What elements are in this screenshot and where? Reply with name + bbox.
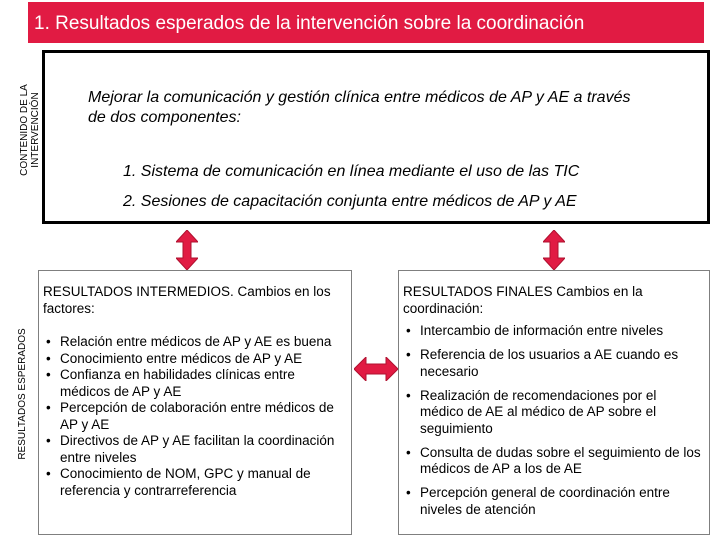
intervention-description: Mejorar la comunicación y gestión clínica entre médicos de AP y AE a través de dos componentes: — [88, 89, 631, 126]
side-label-content-line-1: CONTENIDO DE LA — [19, 84, 30, 176]
final-results-heading: RESULTADOS FINALES Cambios en la coordinación: — [403, 284, 643, 316]
component-1: 1. Sistema de comunicación en línea mediante el uso de las TIC — [123, 163, 580, 180]
side-label-content-line-2: INTERVENCIÓN — [30, 92, 41, 168]
list-item: • Referencia de los usuarios a AE cuando es necesario — [403, 347, 703, 380]
horizontal-double-arrow-icon — [354, 357, 398, 381]
vertical-double-arrow-left-icon — [176, 230, 198, 270]
list-item: • Conocimiento de NOM, GPC y manual de referencia y contrarreferencia — [43, 466, 343, 499]
title-bar — [28, 2, 704, 43]
intermediate-results-list — [43, 334, 343, 499]
page-title: 1. Resultados esperados de la intervención sobre la coordinación — [34, 13, 585, 34]
side-label-content — [19, 62, 43, 198]
intermediate-results-heading: RESULTADOS INTERMEDIOS. Cambios en los factores: — [43, 284, 331, 316]
list-item: • Intercambio de información entre niveles — [403, 323, 703, 340]
list-item: • Conocimiento entre médicos de AP y AE — [43, 351, 343, 368]
final-results-list — [403, 323, 703, 526]
list-item: • Realización de recomendaciones por el médico de AE al médico de AP sobre el seguimiento — [403, 388, 703, 438]
intervention-content-box — [42, 50, 710, 224]
list-item: • Percepción general de coordinación entre niveles de atención — [403, 485, 703, 518]
list-item: • Directivos de AP y AE facilitan la coordinación entre niveles — [43, 433, 343, 466]
list-item: • Consulta de dudas sobre el seguimiento de los médicos de AP a los de AE — [403, 445, 703, 478]
list-item: • Relación entre médicos de AP y AE es buena — [43, 334, 343, 351]
intermediate-results-panel — [38, 270, 352, 535]
component-2: 2. Sesiones de capacitación conjunta entre médicos de AP y AE — [123, 193, 577, 210]
vertical-double-arrow-right-icon — [543, 230, 565, 270]
final-results-panel — [398, 270, 710, 535]
list-item: • Percepción de colaboración entre médicos de AP y AE — [43, 400, 343, 433]
side-label-results: RESULTADOS ESPERADOS — [17, 328, 28, 460]
list-item: • Confianza en habilidades clínicas entre médicos de AP y AE — [43, 367, 343, 400]
